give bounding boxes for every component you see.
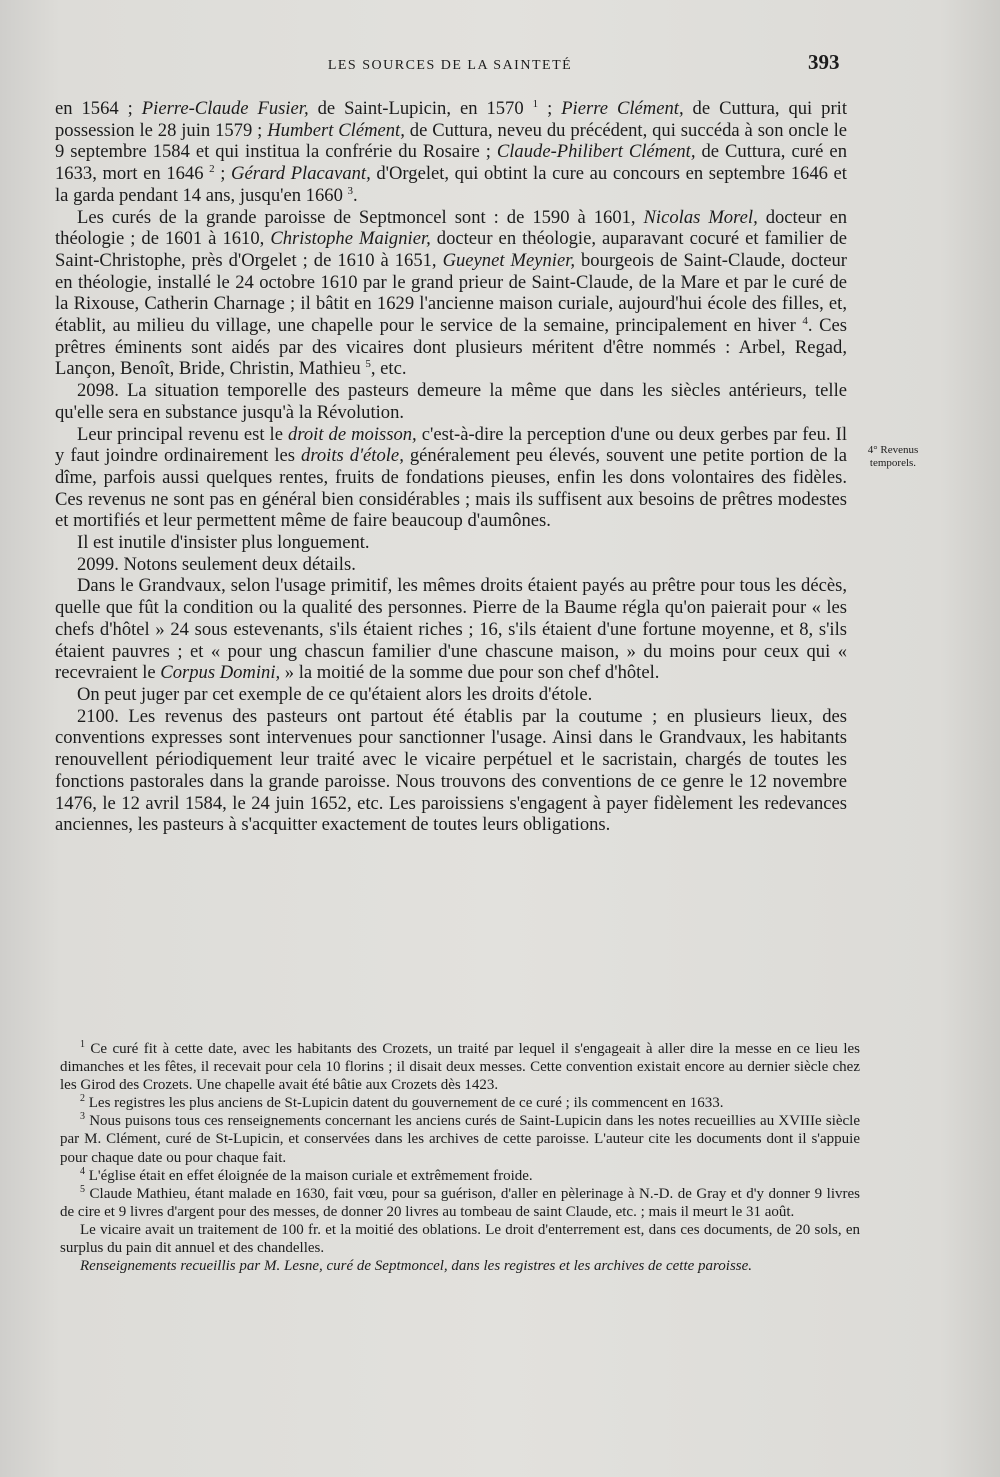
footnote-number: 2 — [80, 1093, 85, 1105]
footnote-ref: 4 — [802, 314, 808, 327]
text-run: Leur principal revenu est le — [77, 423, 289, 445]
text-run: . Ces prêtres éminents sont aidés par des vicaires dont plusieurs méritent d'être nommés : Arbel, Regad, Lançon, Benoît, Bride, Christin, Mathieu — [55, 315, 848, 380]
running-title: LES SOURCES DE LA SAINTETÉ — [327, 58, 573, 73]
text-run: docteur en théologie, auparavant cocuré et familier de Saint-Christophe, près d'Orgelet ; de 1610 à 1651, — [55, 228, 847, 271]
footnote-ref: 3 — [347, 184, 354, 197]
footnote-text: L'église était en effet éloignée de la maison curiale et extrêmement froide. — [88, 1167, 533, 1184]
footnote — [60, 1185, 860, 1221]
footnote — [60, 1094, 860, 1112]
footnote-ref: 1 — [532, 97, 539, 110]
footnotes — [60, 1040, 860, 1275]
text-run: d'Orgelet, qui obtint la cure au concours en septembre 1646 et la garda pendant 14 ans, jusqu'en 1660 — [55, 163, 847, 206]
text-run: On peut juger par cet exemple de ce qu'étaient alors les droits d'étole. — [77, 683, 593, 705]
italic-text: Pierre Clément, — [561, 98, 684, 119]
italic-text: droit de moisson, — [288, 423, 417, 445]
footnote-number: 5 — [80, 1183, 85, 1195]
text-run: de Cuttura, neveu du précédent, qui succéda à son oncle le 9 septembre 1584 et qui institua la confrérie du Rosaire ; — [55, 119, 848, 163]
text-run: de Cuttura, curé en 1633, mort en 1646 — [55, 141, 847, 185]
text-run: bourgeois de Saint-Claude, docteur en théologie, installé le 24 octobre 1610 par le grand prieur de Saint-Claude, de la Mare et par le curé de la Rixouse, Catherin Charnage ; il bâtit en 1629 l'ancienne maison curiale, aujourd'hui école des filles, et, établit, au milieu du village, une chapelle pour le service de la semaine, principalement en hiver — [55, 249, 847, 337]
italic-text: Claude-Philibert Clément, — [496, 141, 696, 163]
footnote — [60, 1257, 860, 1275]
text-run: Il est inutile d'insister plus longuement. — [77, 532, 370, 554]
italic-text: Humbert Clément, — [267, 119, 405, 141]
paragraph — [55, 532, 847, 554]
footnote-text: Ce curé fit à cette date, avec les habitants des Crozets, un traité par lequel il s'engageait à aller dire la messe en ce lieu les dimanches et les fêtes, il recevait pour cela 10 florins ; il disait deux messes. Cette convention existait encore au dernier siècle chez les Girod des Crozets. Une chapelle avait été bâtie aux Crozets dès 1423. — [60, 1041, 860, 1094]
footnote-text: Nous puisons tous ces renseignements concernant les anciens curés de Saint-Lupicin dans les notes recueillies au XVIIIe siècle par M. Clément, curé de St-Lupicin, et conservées dans les archives de cette paroisse. L'auteur cite les documents dont il s'appuie pour chaque date ou pour chaque fait. — [60, 1113, 861, 1166]
italic-text: droits d'étole, — [301, 445, 404, 467]
footnote — [60, 1112, 860, 1166]
paragraph — [55, 207, 847, 381]
footnote-ref: 5 — [365, 358, 371, 371]
footnote — [60, 1167, 860, 1185]
footnote-number: 4 — [80, 1165, 85, 1177]
text-run: 2099. Notons seulement deux détails. — [77, 553, 356, 575]
text-run: ; — [538, 98, 562, 119]
paragraph — [55, 706, 847, 836]
margin-note — [853, 444, 933, 470]
italic-text: Christophe Maignier, — [270, 228, 431, 250]
italic-text: Pierre-Claude Fusier, — [141, 98, 309, 119]
italic-text: Corpus Domini, — [160, 662, 281, 684]
text-run: en 1564 ; — [55, 98, 142, 119]
paragraph — [55, 98, 847, 207]
margin-note-line: temporels. — [869, 457, 917, 469]
text-run: » la moitié de la somme due pour son chef d'hôtel. — [280, 662, 660, 684]
paragraph — [55, 575, 847, 684]
footnote-text: Claude Mathieu, étant malade en 1630, fait vœu, pour sa guérison, d'aller en pèlerinage à N.-D. de Gray et d'y donner 9 livres de cire et 9 livres d'argent pour des messes, de donner 20 livres au tombeau de saint Claude, etc. ; mais il meurt le 31 août. — [60, 1185, 861, 1220]
paragraph — [55, 554, 847, 576]
paragraph — [55, 424, 847, 533]
italic-text: Gueynet Meynier, — [442, 249, 576, 271]
text-run: de Saint-Lupicin, en 1570 — [308, 98, 533, 119]
paragraph — [55, 380, 847, 423]
text-run: , etc. — [370, 358, 407, 380]
footnote-text: Les registres les plus anciens de St-Lupicin datent du gouvernement de ce curé ; ils commencent en 1633. — [88, 1095, 724, 1112]
text-run: ; — [214, 163, 232, 185]
footnote-number: 1 — [80, 1039, 85, 1050]
text-run: Les curés de la grande paroisse de Septmoncel sont : de 1590 à 1601, — [77, 206, 644, 228]
footnote-text: Le vicaire avait un traitement de 100 fr. et la moitié des oblations. Le droit d'enterrement est, dans ces documents, de 20 sols, en surplus du pain dit annuel et des chandelles. — [60, 1221, 860, 1257]
italic-text: Nicolas Morel, — [643, 206, 758, 228]
footnote-text: Renseignements recueillis par M. Lesne, curé de Septmoncel, dans les registres et les archives de cette paroisse. — [80, 1258, 753, 1275]
footnote-number: 3 — [80, 1111, 85, 1123]
italic-text: Gérard Placavant, — [231, 163, 371, 185]
text-run: c'est-à-dire la perception d'une ou deux gerbes par feu. Il y faut joindre ordinairement les — [55, 423, 847, 467]
footnote-ref: 2 — [209, 162, 215, 175]
text-run: 2098. La situation temporelle des pasteurs demeure la même que dans les siècles antérieurs, telle qu'elle sera en substance jusqu'à la Révolution. — [55, 380, 847, 423]
text-run: généralement peu élevés, souvent une petite portion de la dîme, parfois aussi quelques rentes, fruits de fondations pieuses, enfin les dons volontaires des fidèles. Ces revenus ne sont pas en général bien considérables ; mais ils suffisent aux besoins de prêtres modestes et mortifiés et leur permettent même de faire beaucoup d'aumônes. — [55, 445, 847, 532]
paragraph — [55, 684, 847, 706]
text-run: . — [353, 184, 358, 206]
margin-note-line: 4° Revenus — [867, 444, 919, 456]
text-run: de Cuttura, qui prit possession le 28 juin 1579 ; — [55, 98, 847, 141]
text-run: Dans le Grandvaux, selon l'usage primitif, les mêmes droits étaient payés au prêtre pour tous les décès, quelle que fût la condition ou la qualité des personnes. Pierre de la Baume régla qu'on paierait pour « les chefs d'hôtel » 24 sous estevenants, s'ils étaient riches ; 16, s'ils étaient d'une fortune moyenne, et 8, s'ils étaient pauvres ; et « pour ung chascun familier d'une chascune maison, » du moins pour ceux qui « recevraient le — [55, 575, 847, 684]
text-run: 2100. Les revenus des pasteurs ont partout été établis par la coutume ; en plusieurs lieux, des conventions expresses sont intervenues pour sanctionner l'usage. Ainsi dans le Grandvaux, les habitants renouvellent périodiquement leur traité avec le vicaire perpétuel et le sacristain, chargés de toutes les fonctions pastorales dans la grande paroisse. Nous trouvons des conventions de ce genre le 12 novembre 1476, le 12 avril 1584, le 24 juin 1652, etc. Les paroissiens s'engagent à payer fidèlement les redevances anciennes, les pasteurs à s'acquitter exactement de toutes leurs obligations. — [55, 705, 847, 836]
footnote — [60, 1040, 860, 1094]
text-run: docteur en théologie ; de 1601 à 1610, — [55, 206, 847, 250]
main-text — [55, 98, 847, 836]
footnote — [60, 1221, 860, 1257]
page-number: 393 — [808, 50, 840, 74]
